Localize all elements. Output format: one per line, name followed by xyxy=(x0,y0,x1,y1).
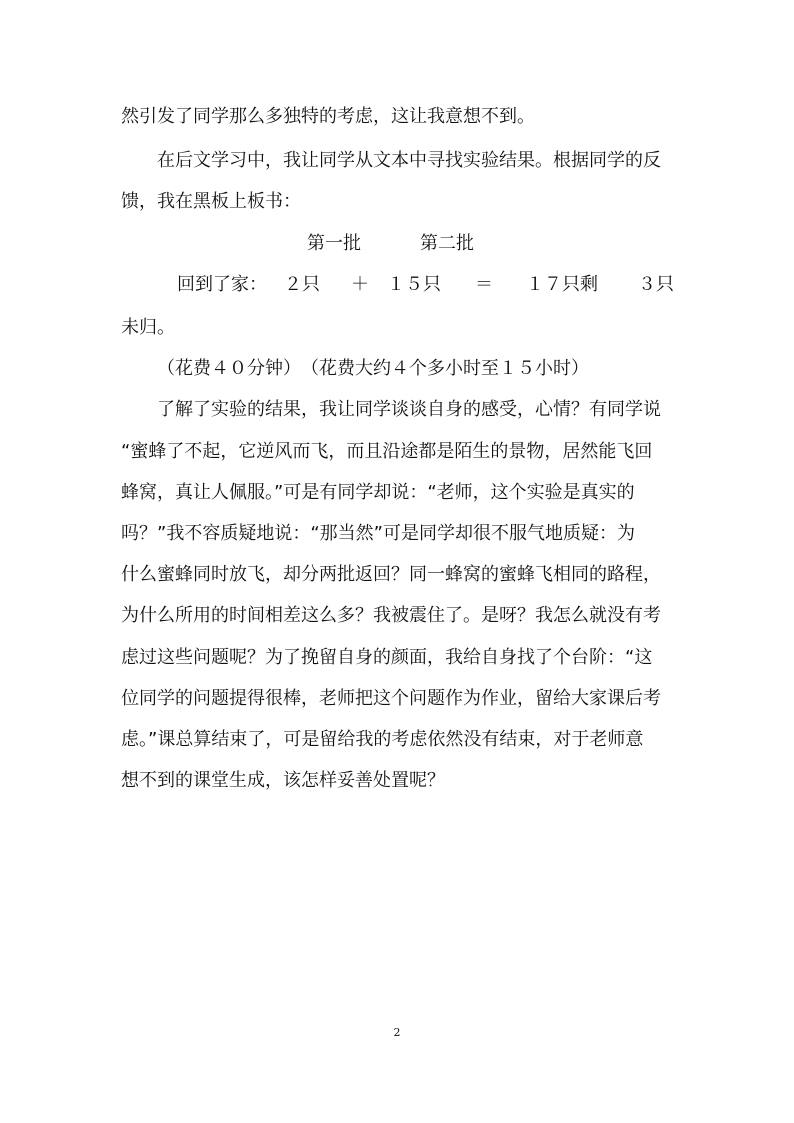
paragraph-line: 然引发了同学那么多独特的考虑，这让我意想不到。 xyxy=(121,106,535,127)
returned-label: 回到了家： xyxy=(177,274,267,295)
paragraph-line: 馈，我在黑板上板书： xyxy=(121,191,301,212)
batch-label-second: 第二批 xyxy=(420,233,474,254)
paragraph-line: 为什么所用的时间相差这么多？我被震住了。是呀？我怎么就没有考 xyxy=(121,605,661,626)
page-number: 2 xyxy=(393,1026,401,1039)
paragraph-line: 想不到的课堂生成，该怎样妥善处置呢？ xyxy=(121,770,445,791)
batch-label-first: 第一批 xyxy=(307,233,361,254)
second-batch-count: １５只 xyxy=(387,274,441,295)
total-count: １７只剩 xyxy=(526,274,598,295)
time-note-line: （花费４０分钟） （花费大约４个多小时至１５小时） xyxy=(157,358,589,379)
paragraph-line: “蜜蜂了不起，它逆风而飞，而且沿途都是陌生的景物，居然能飞回 xyxy=(121,441,653,462)
paragraph-line: 了解了实验的结果，我让同学谈谈自身的感受，心情？有同学说 xyxy=(157,399,661,420)
paragraph-line: 未归。 xyxy=(121,317,175,338)
paragraph-line: 吗？”我不容质疑地说：“那当然”可是同学却很不服气地质疑：为 xyxy=(121,523,635,544)
paragraph-line: 什么蜜蜂同时放飞，却分两批返回？同一蜂窝的蜜蜂飞相同的路程， xyxy=(121,564,661,585)
first-batch-count: ２只 xyxy=(284,274,320,295)
remaining-count: ３只 xyxy=(638,274,674,295)
paragraph-line: 虑过这些问题呢？为了挽留自身的颜面，我给自身找了个台阶：“这 xyxy=(121,647,653,668)
paragraph-line: 在后文学习中，我让同学从文本中寻找实验结果。根据同学的反 xyxy=(157,150,661,171)
paragraph-line: 虑。”课总算结束了，可是留给我的考虑依然没有结束，对于老师意 xyxy=(121,729,644,750)
paragraph-line: 位同学的问题提得很棒，老师把这个问题作为作业，留给大家课后考 xyxy=(121,688,661,709)
equals-sign: ＝ xyxy=(475,274,493,295)
plus-sign: ＋ xyxy=(351,274,369,295)
paragraph-line: 蜂窝，真让人佩服。”可是有同学却说：“老师，这个实验是真实的 xyxy=(121,482,635,503)
